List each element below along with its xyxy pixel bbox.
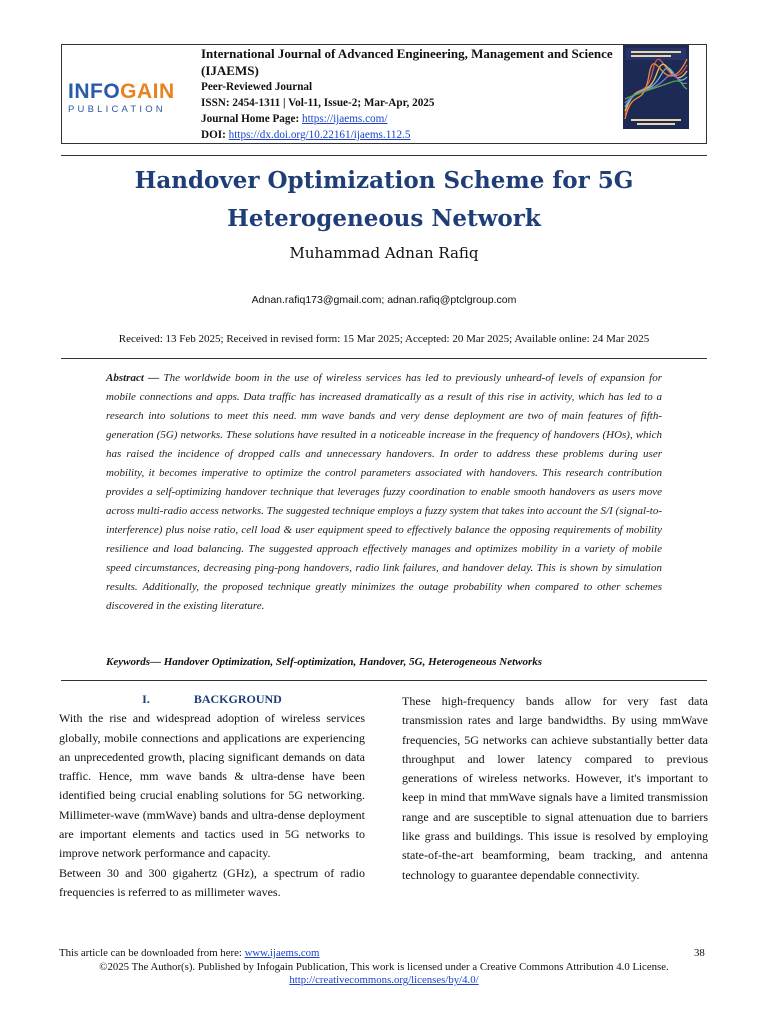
cover-art-icon — [623, 45, 689, 129]
section-title: BACKGROUND — [193, 692, 282, 706]
homepage-link[interactable]: https://ijaems.com/ — [301, 113, 388, 125]
section-heading — [59, 690, 365, 709]
logo-word-info: INFO — [68, 80, 121, 103]
page-number: 38 — [694, 947, 705, 959]
abstract-top-divider — [61, 358, 707, 359]
journal-title: International Journal of Advanced Engineering, Management and Science (IJAEMS) — [201, 46, 613, 78]
body-paragraph: These high-frequency bands allow for very fast data transmission rates and large bandwidths. By using mmWave frequencies, 5G networks can achieve substantially better data throughput and lower latency compared to previous generations of wireless networks. However, it's important to keep in mind that mmWave signals have a limited transmission range and are susceptible to signal attenuation due to barriers like grass and buildings. This issue is resolved by employing state-of-the-art beamforming, beam tracking, and antenna technology to guarantee dependable connectivity. — [402, 694, 708, 882]
doi-link[interactable]: https://dx.doi.org/10.22161/ijaems.112.5 — [228, 129, 411, 141]
license-line — [64, 961, 704, 987]
header-divider — [61, 155, 707, 156]
homepage-line — [201, 111, 621, 127]
doi-label: DOI: — [201, 129, 229, 141]
article-title: Handover Optimization Scheme for 5G Heterogeneous Network — [134, 167, 634, 232]
journal-info — [201, 45, 621, 143]
peer-review-label: Peer-Reviewed Journal — [201, 81, 313, 93]
keywords: Keywords— Handover Optimization, Self-optimization, Handover, 5G, Heterogeneous Networks — [106, 656, 543, 668]
download-link[interactable]: www.ijaems.com — [244, 947, 320, 959]
body-paragraph: Between 30 and 300 gigahertz (GHz), a spectrum of radio frequencies is referred to as millimeter waves. — [59, 865, 365, 899]
download-label: This article can be downloaded from here: — [59, 947, 245, 959]
abstract-separator: — — [143, 372, 164, 384]
journal-cover-image — [623, 45, 689, 129]
body-left-column — [59, 690, 365, 902]
abstract-label: Abstract — [106, 372, 144, 384]
issn-line: ISSN: 2454-1311 | Vol-11, Issue-2; Mar-Apr, 2025 — [201, 97, 435, 109]
logo-word-gain: GAIN — [120, 80, 175, 103]
abstract-bottom-divider — [61, 680, 707, 681]
body-paragraph: With the rise and widespread adoption of wireless services globally, mobile connections and applications are experiencing an unprecedented growth, placing significant demands on data traffic. Hence, mm wave bands & ultra-dense have been identified being crucial enabling solutions for 5G networking. Millimeter-wave (mmWave) bands and ultra-dense deployment are important elements and tactics used in 5G networks to improve network performance and capacity. — [59, 711, 365, 861]
download-line — [59, 947, 319, 960]
publisher-logo — [68, 81, 188, 121]
author-name: Muhammad Adnan Rafiq — [289, 244, 479, 262]
logo-subtext: PUBLICATION — [68, 104, 166, 115]
homepage-label: Journal Home Page: — [201, 113, 302, 125]
author-emails: Adnan.rafiq173@gmail.com; adnan.rafiq@ptclgroup.com — [251, 294, 517, 306]
body-right-column — [402, 692, 708, 885]
license-text: ©2025 The Author(s). Published by Infogain Publication, This work is licensed under a Creative Commons Attribution 4.0 License. — [99, 961, 669, 973]
license-link[interactable]: http://creativecommons.org/licenses/by/4.0/ — [289, 974, 479, 986]
abstract — [106, 369, 662, 616]
doi-line — [201, 127, 621, 143]
abstract-text: The worldwide boom in the use of wireless services has led to previously unheard-of levels of expansion for mobile connections and apps. Data traffic has increased dramatically as a result of this rise in activity, which has led to a research into solutions to meet this need. mm wave bands and very dense deployment are two of main features of fifth-generation (5G) networks. These solutions have resulted in a noticeable increase in the frequency of handovers (HOs), which has raised the incidence of dropped calls and unnecessary handovers. In order to address these problems during user mobility, it becomes imperative to optimize the control parameters associated with handovers. This research contribution provides a self-optimizing handover technique that leverages fuzzy coordination to enable smooth handovers as users move across multi-radio access networks. The suggested technique employs a fuzzy system that takes into account the S/I (signal-to-interference) plus noise ratio, cell load & user equipment speed to effectively balance the opposing requirements of mobility resilience and load balancing. The suggested approach effectively manages and optimizes mobility in a variety of mobile speed circumstances, decreasing ping-pong handovers, radio link failures, and handover delay. This is shown by simulation results. Additionally, the proposed technique greatly minimizes the outage probability when compared to other schemes discovered in the existing literature. — [106, 372, 663, 612]
journal-header — [61, 44, 707, 144]
article-dates: Received: 13 Feb 2025; Received in revised form: 15 Mar 2025; Accepted: 20 Mar 2025; Available online: 24 Mar 2025 — [118, 333, 650, 345]
section-number: I. — [142, 692, 150, 706]
